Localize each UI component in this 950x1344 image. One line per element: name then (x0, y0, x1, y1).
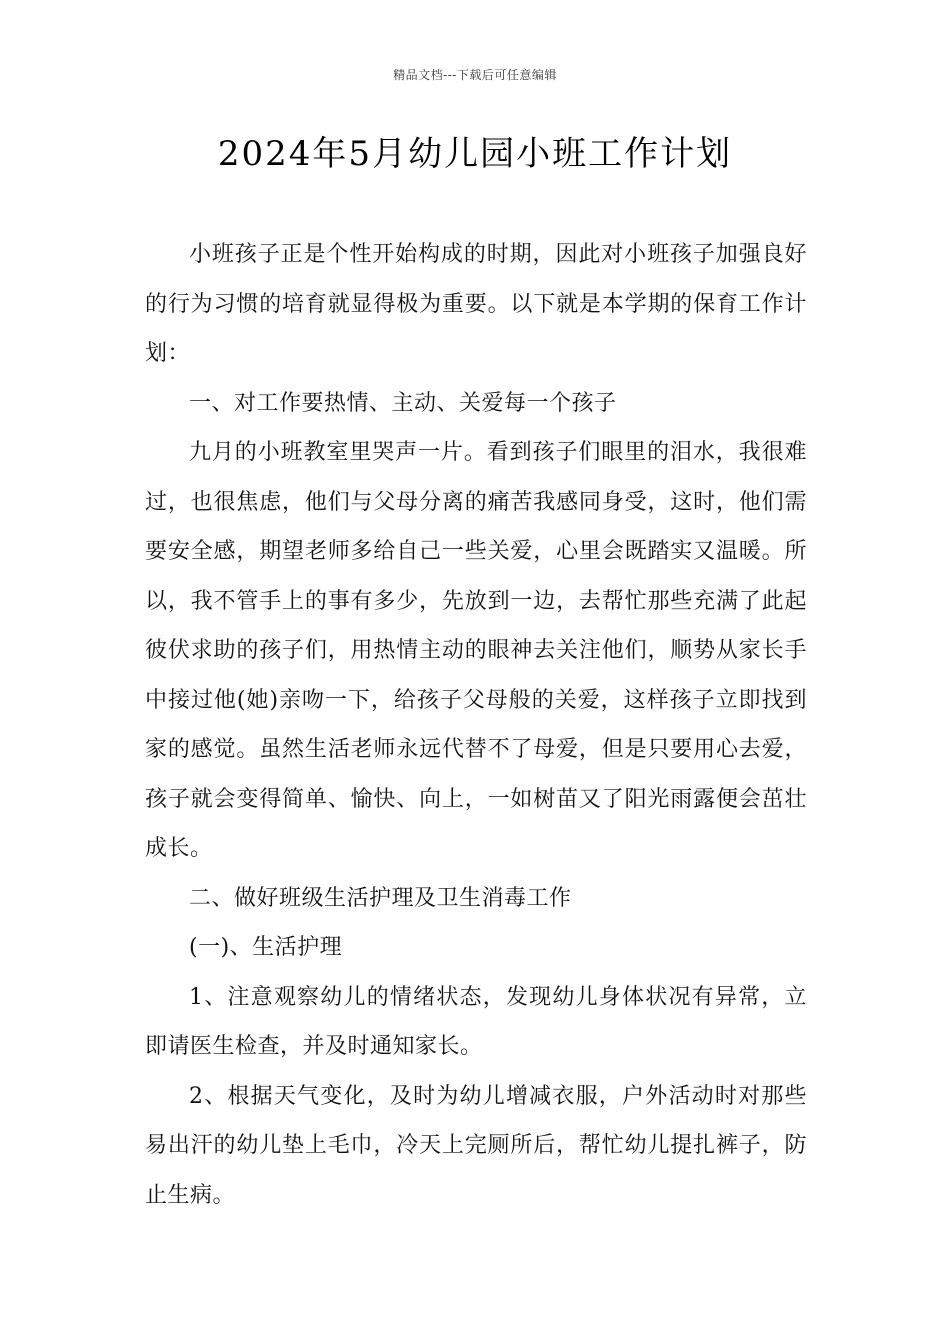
subsection-heading-1: (一)、生活护理 (189, 935, 343, 960)
section-heading-1: 一、对工作要热情、主动、关爱每一个孩子 (189, 390, 617, 416)
section-heading-2: 二、做好班级生活护理及卫生消毒工作 (189, 885, 572, 911)
list-item-2: 2、根据天气变化，及时为幼儿增减衣服，户外活动时对那些易出汗的幼儿垫上毛巾，冷天上完厕所后，帮忙幼儿提扎裤子，防止生病。 (145, 1083, 807, 1208)
header-note: 精品文档---下载后可任意编辑 (393, 68, 557, 82)
list-item-1: 1、注意观察幼儿的情绪状态，发现幼儿身体状况有异常，立即请医生检查，并及时通知家长。 (145, 984, 807, 1059)
document-title: 2024年5月幼儿园小班工作计划 (217, 134, 733, 174)
section-1-paragraph: 九月的小班教室里哭声一片。看到孩子们眼里的泪水，我很难过，也很焦虑，他们与父母分离的痛苦我感同身受，这时，他们需要安全感，期望老师多给自己一些关爱，心里会既踏实又温暖。所以，我不管手上的事有多少，先放到一边，去帮忙那些充满了此起彼伏求助的孩子们，用热情主动的眼神去关注他们，顺势从家长手中接过他(她)亲吻一下，给孩子父母般的关爱，这样孩子立即找到家的感觉。虽然生活老师永远代替不了母爱，但是只要用心去爱，孩子就会变得简单、愉快、向上，一如树苗又了阳光雨露便会茁壮成长。 (145, 440, 807, 861)
document-body (145, 230, 807, 1220)
intro-paragraph: 小班孩子正是个性开始构成的时期，因此对小班孩子加强良好的行为习惯的培育就显得极为重要。以下就是本学期的保育工作计划： (145, 242, 807, 366)
